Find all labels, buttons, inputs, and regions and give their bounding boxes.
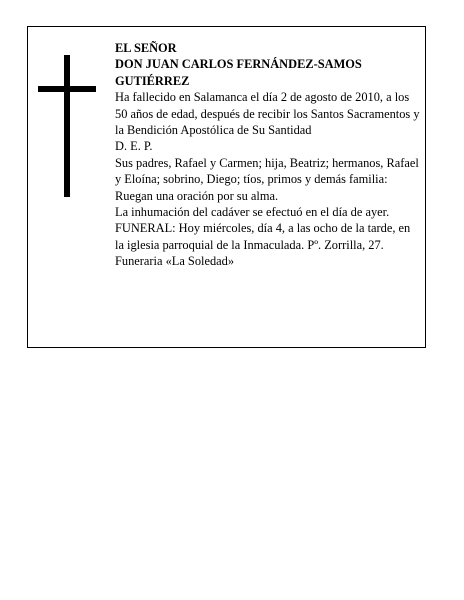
notice-title: EL SEÑOR <box>115 41 177 55</box>
deceased-name-line2: GUTIÉRREZ <box>115 73 190 88</box>
death-announcement: Ha fallecido en Salamanca el día 2 de agosto de 2010, a los 50 años de edad, después de recibir los Santos Sacramentos y la Bendición Apostólica de Su Santidad <box>115 90 420 138</box>
obituary-text <box>115 40 420 270</box>
obituary-notice-frame <box>27 26 426 348</box>
family-list: Sus padres, Rafael y Carmen; hija, Beatriz; hermanos, Rafael y Eloína; sobrino, Diego; tíos, primos y demás familia: <box>115 155 419 187</box>
burial-note: La inhumación del cadáver se efectuó en el día de ayer. <box>115 205 390 220</box>
latin-cross-icon <box>38 55 96 197</box>
prayer-request: Ruegan una oración por su alma. <box>115 188 279 203</box>
cross-horizontal-bar <box>38 86 96 92</box>
cross-vertical-bar <box>64 55 70 197</box>
deceased-name-line1: DON JUAN CARLOS FERNÁNDEZ-SAMOS <box>115 57 362 72</box>
dep-line: D. E. P. <box>115 139 153 154</box>
funeral-details: FUNERAL: Hoy miércoles, día 4, a las ocho de la tarde, en la iglesia parroquial de la Inmaculada. Pº. Zorrilla, 27. Funeraria «La Soledad» <box>115 221 411 269</box>
